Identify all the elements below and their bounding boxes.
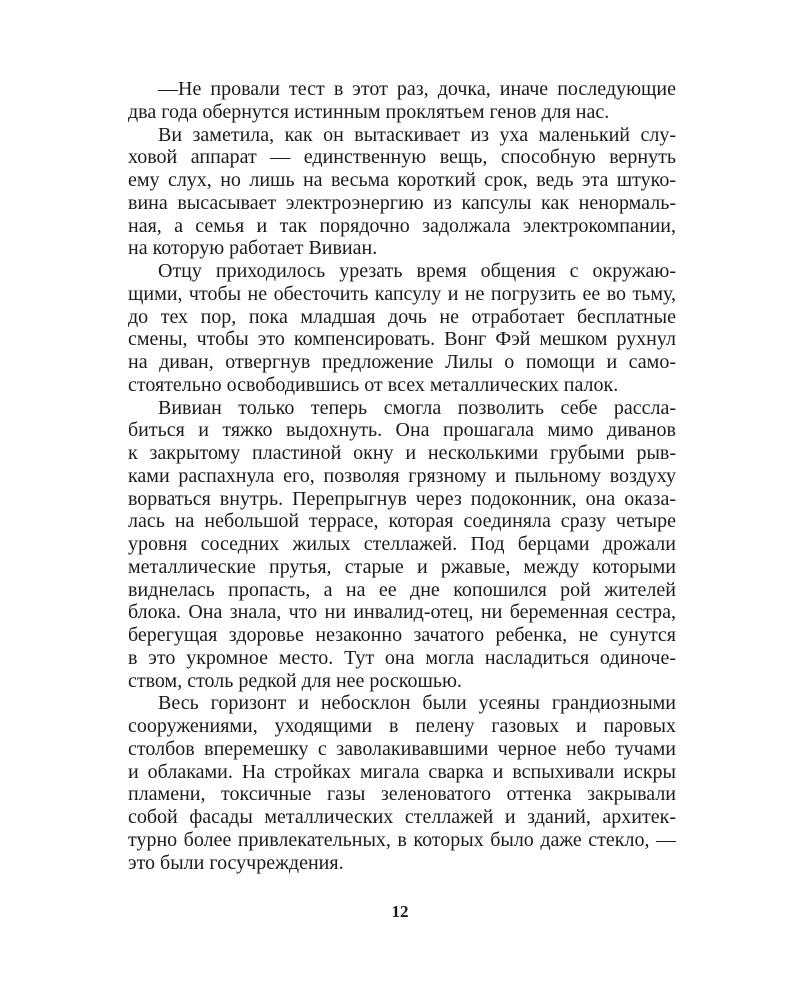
text-line: Отцу приходилось урезать время общения с окружаю- bbox=[158, 260, 676, 282]
text-line: металлические прутья, старые и ржавые, между которыми bbox=[128, 555, 676, 578]
text-line: ством, столь редкой для нее роскошью. bbox=[128, 669, 462, 692]
text-line: биться и тяжко выдохнуть. Она прошагала мимо диванов bbox=[128, 419, 676, 442]
text-line: берегущая здоровье незаконно зачатого ребенка, не сунутся bbox=[128, 624, 676, 646]
text-line: пламени, токсичные газы зеленоватого оттенка закрывали bbox=[128, 783, 676, 806]
text-line: столбов вперемешку с заволакивавшими черное небо тучами bbox=[128, 737, 676, 760]
text-line: лась на небольшой террасе, которая соединяла сразу четыре bbox=[128, 510, 676, 533]
paragraph bbox=[128, 78, 676, 124]
body-text bbox=[128, 78, 676, 874]
text-line: это были госучреждения. bbox=[128, 851, 344, 874]
text-line: вина высасывает электроэнергию из капсулы как ненормаль- bbox=[128, 191, 676, 214]
text-line: Ви заметила, как он вытаскивает из уха маленький слу- bbox=[158, 123, 676, 146]
text-line: стоятельно освободившись от всех металлических палок. bbox=[128, 373, 619, 396]
text-line: на диван, отвергнув предложение Лилы о помощи и само- bbox=[128, 351, 676, 373]
text-line: ная, а семья и так порядочно задолжала электрокомпании, bbox=[128, 214, 676, 237]
text-line: ками распахнула его, позволяя грязному и пыльному воздуху bbox=[128, 464, 676, 487]
paragraph bbox=[128, 692, 676, 874]
text-line: в это укромное место. Тут она могла насладиться одиноче- bbox=[128, 646, 676, 669]
text-line: к закрытому пластиной окну и несколькими грубыми рыв- bbox=[128, 442, 676, 464]
paragraph bbox=[128, 260, 676, 397]
text-line: уровня соседних жилых стеллажей. Под берцами дрожали bbox=[128, 533, 676, 555]
text-line: ховой аппарат — единственную вещь, способную вернуть bbox=[128, 146, 676, 169]
text-line: турно более привлекательных, в которых было даже стекло, — bbox=[128, 828, 676, 851]
text-line: собой фасады металлических стеллажей и зданий, архитек- bbox=[128, 806, 676, 828]
text-line: смены, чтобы это компенсировать. Вонг Фэй мешком рухнул bbox=[128, 328, 676, 351]
paragraph bbox=[128, 124, 676, 261]
text-line: щими, чтобы не обесточить капсулу и не погрузить ее во тьму, bbox=[128, 282, 676, 305]
page-number: 12 bbox=[391, 902, 409, 921]
text-line: до тех пор, пока младшая дочь не отработает бесплатные bbox=[128, 305, 676, 328]
text-line: на которую работает Вивиан. bbox=[128, 237, 378, 260]
text-line: и облаками. На стройках мигала сварка и вспыхивали искры bbox=[128, 760, 676, 783]
text-line: блока. Она знала, что ни инвалид-отец, ни беременная сестра, bbox=[128, 601, 676, 624]
text-line: сооружениями, уходящими в пелену газовых и паровых bbox=[128, 715, 676, 737]
text-line: Вивиан только теперь смогла позволить себе рассла- bbox=[158, 396, 676, 419]
text-line: два года обернутся истинным проклятьем генов для нас. bbox=[128, 100, 610, 123]
text-line: ворваться внутрь. Перепрыгнув через подоконник, она оказа- bbox=[128, 487, 676, 510]
text-line: —Не провали тест в этот раз, дочка, иначе последующие bbox=[158, 78, 676, 100]
paragraph bbox=[128, 397, 676, 693]
text-line: ему слух, но лишь на весьма короткий срок, ведь эта штуко- bbox=[128, 169, 676, 191]
text-line: Весь горизонт и небосклон были усеяны грандиозными bbox=[158, 692, 676, 715]
text-line: виднелась пропасть, а на ее дне копошился рой жителей bbox=[128, 578, 676, 601]
